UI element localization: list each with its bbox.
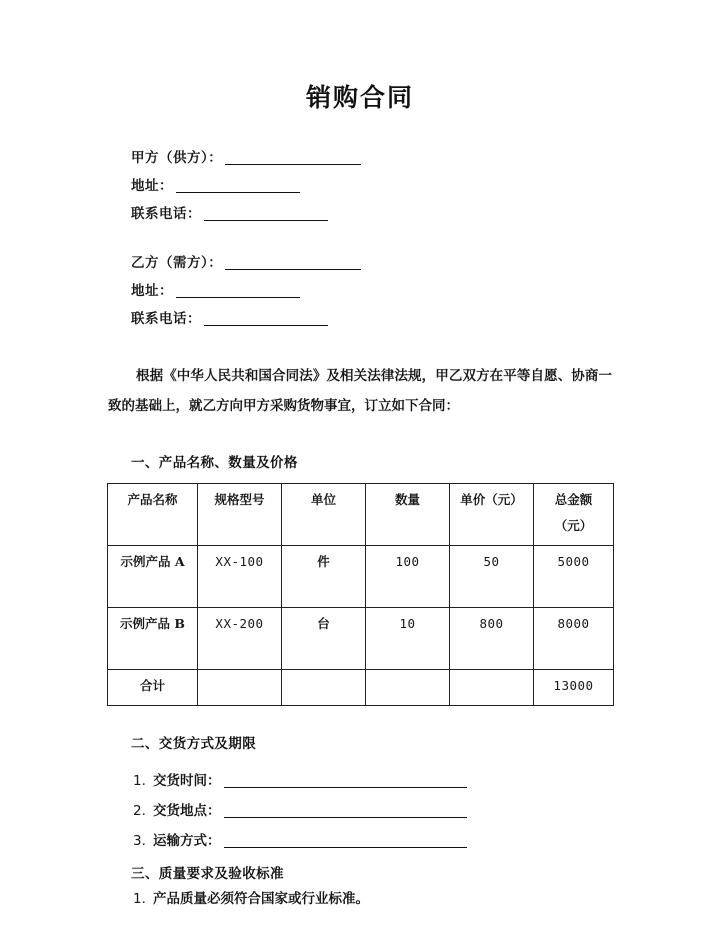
buyer-name-row	[131, 249, 720, 277]
list-item	[0, 766, 720, 796]
supplier-name-row	[131, 144, 720, 172]
buyer-phone-row	[131, 305, 720, 333]
supplier-phone-row	[131, 200, 720, 228]
delivery-list	[0, 766, 720, 856]
parties-block	[0, 144, 720, 333]
cell-spec: XX-200	[198, 608, 282, 670]
page-title: 销购合同	[305, 83, 414, 112]
delivery-time-blank[interactable]	[224, 787, 467, 788]
supplier-address-row	[131, 172, 720, 200]
section-heading-quality: 三、质量要求及验收标准	[131, 866, 284, 882]
table-header-spec: 规格型号	[198, 484, 282, 546]
cell-total-unit	[282, 670, 366, 706]
table-header-unit: 单位	[282, 484, 366, 546]
buyer-phone-label: 联系电话：	[131, 311, 201, 327]
quality-list	[0, 884, 720, 914]
cell-unit-price: 800	[450, 608, 534, 670]
list-item-index: 3.	[133, 833, 146, 849]
supplier-name-label: 甲方（供方）：	[131, 150, 223, 166]
table-total-row	[108, 670, 614, 706]
table-row	[108, 546, 614, 608]
list-item-text: 产品质量必须符合国家或行业标准。	[153, 891, 369, 907]
cell-unit-price: 50	[450, 546, 534, 608]
cell-total-label: 合计	[108, 670, 198, 706]
list-item-label: 运输方式：	[153, 833, 221, 849]
table-header-row	[108, 484, 614, 546]
list-item-index: 1.	[133, 773, 146, 789]
transport-method-blank[interactable]	[224, 847, 467, 848]
supplier-name-blank[interactable]	[225, 164, 361, 165]
section-heading-delivery: 二、交货方式及期限	[131, 736, 257, 752]
cell-quantity: 10	[366, 608, 450, 670]
section-heading-products: 一、产品名称、数量及价格	[131, 455, 298, 471]
table-header-amount: 总金额（元）	[534, 484, 614, 546]
list-item	[0, 884, 720, 914]
buyer-phone-blank[interactable]	[204, 325, 328, 326]
table-header-quantity: 数量	[366, 484, 450, 546]
list-item-label: 交货时间：	[153, 773, 221, 789]
list-item	[0, 796, 720, 826]
cell-quantity: 100	[366, 546, 450, 608]
buyer-address-label: 地址：	[131, 283, 173, 299]
list-item-index: 1.	[133, 891, 146, 907]
parties-spacer	[131, 228, 720, 249]
cell-product-name: 示例产品 A	[108, 546, 198, 608]
list-item-index: 2.	[133, 803, 146, 819]
table-header-product-name: 产品名称	[108, 484, 198, 546]
buyer-address-row	[131, 277, 720, 305]
cell-product-name: 示例产品 B	[108, 608, 198, 670]
list-item-label: 交货地点：	[153, 803, 221, 819]
cell-total-quantity	[366, 670, 450, 706]
supplier-address-blank[interactable]	[176, 192, 300, 193]
buyer-address-blank[interactable]	[176, 297, 300, 298]
supplier-phone-blank[interactable]	[204, 220, 328, 221]
table-row	[108, 608, 614, 670]
cell-total-amount: 13000	[534, 670, 614, 706]
supplier-phone-label: 联系电话：	[131, 206, 201, 222]
cell-unit: 台	[282, 608, 366, 670]
buyer-name-label: 乙方（需方）：	[131, 255, 223, 271]
cell-spec: XX-100	[198, 546, 282, 608]
cell-amount: 5000	[534, 546, 614, 608]
preamble-paragraph: 根据《中华人民共和国合同法》及相关法律法规，甲乙双方在平等自愿、协商一致的基础上，就乙方向甲方采购货物事宜，订立如下合同：	[108, 368, 612, 414]
cell-total-unit-price	[450, 670, 534, 706]
table-header-unit-price: 单价（元）	[450, 484, 534, 546]
cell-total-spec	[198, 670, 282, 706]
list-item	[0, 826, 720, 856]
buyer-name-blank[interactable]	[225, 269, 361, 270]
cell-amount: 8000	[534, 608, 614, 670]
products-table	[107, 483, 614, 706]
supplier-address-label: 地址：	[131, 178, 173, 194]
delivery-place-blank[interactable]	[224, 817, 467, 818]
cell-unit: 件	[282, 546, 366, 608]
